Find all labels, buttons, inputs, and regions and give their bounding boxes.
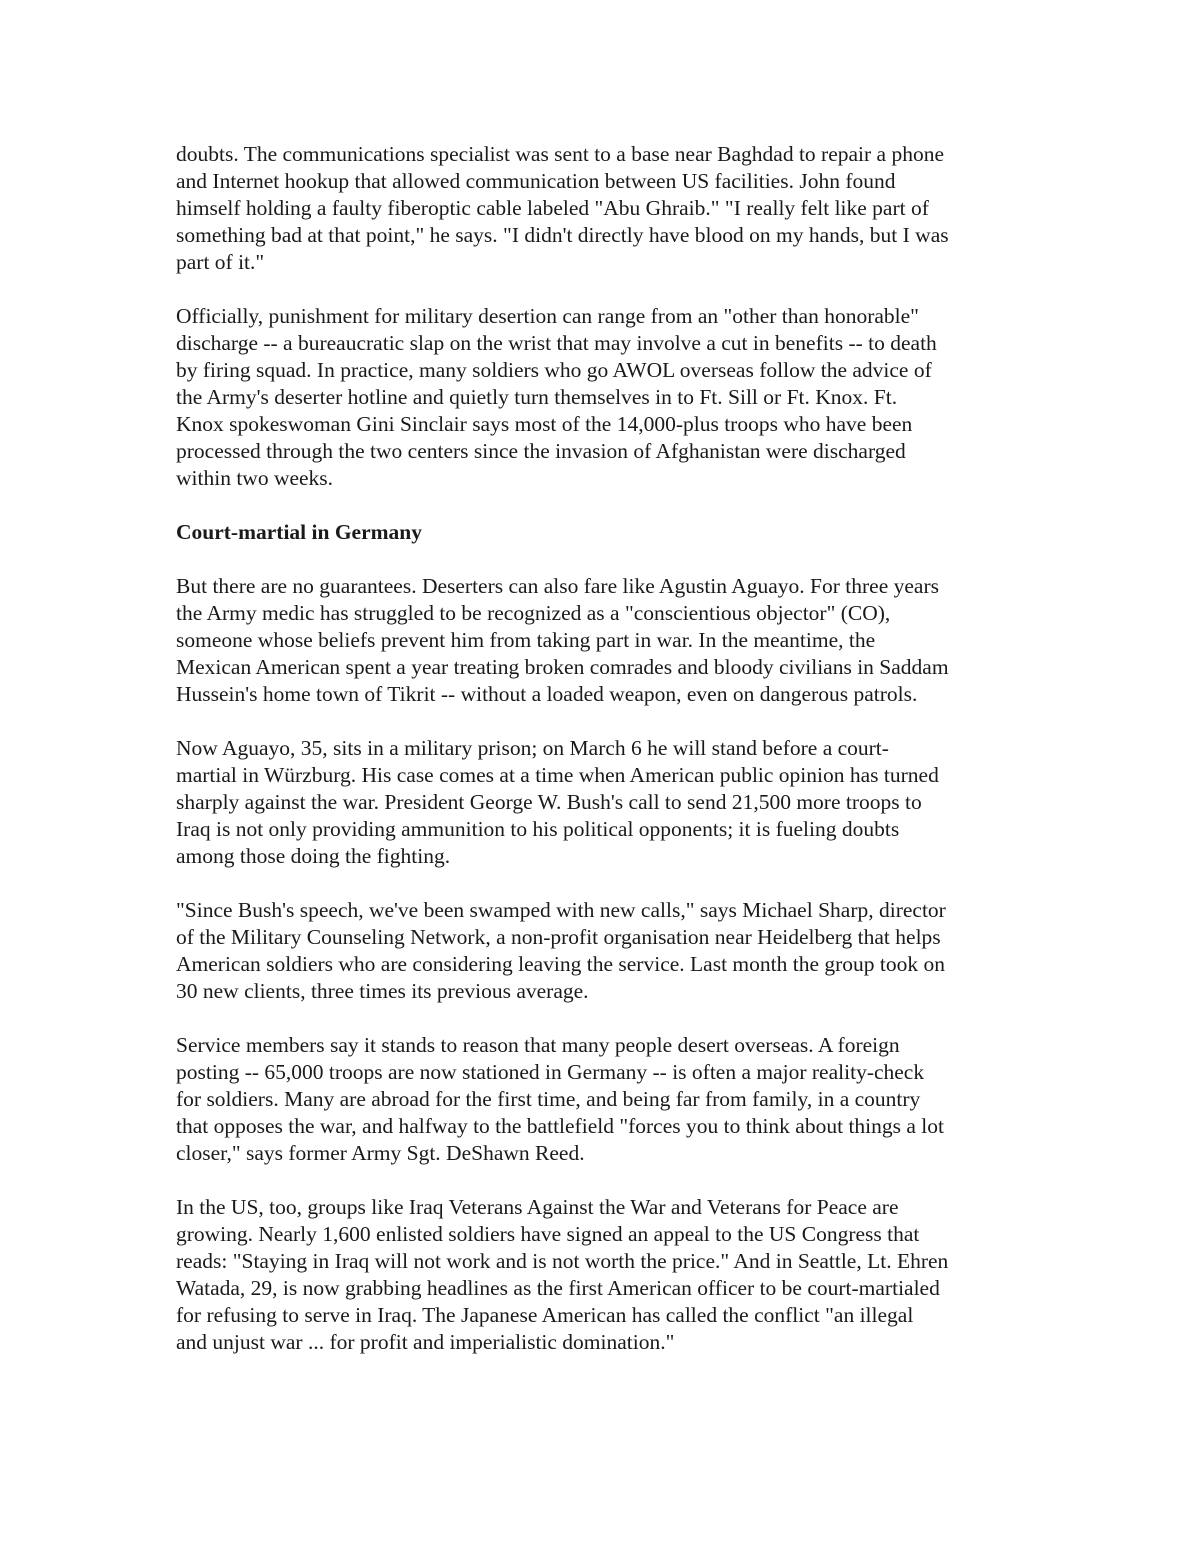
- text-line: American soldiers who are considering leaving the service. Last month the group took on: [176, 952, 946, 976]
- text-line: doubts. The communications specialist was sent to a base near Baghdad to repair a phone: [176, 142, 945, 166]
- text-line: martial in Würzburg. His case comes at a time when American public opinion has turned: [176, 763, 939, 787]
- text-line: himself holding a faulty fiberoptic cable labeled "Abu Ghraib." "I really felt like part of: [176, 196, 929, 220]
- text-line: of the Military Counseling Network, a non-profit organisation near Heidelberg that helps: [176, 925, 941, 949]
- text-line: processed through the two centers since the invasion of Afghanistan were discharged: [176, 439, 906, 463]
- text-line: within two weeks.: [176, 466, 334, 490]
- section-heading: Court-martial in Germany: [176, 520, 423, 544]
- text-line: that opposes the war, and halfway to the battlefield "forces you to think about things a lot: [176, 1114, 944, 1138]
- paragraph-court-martial: [176, 735, 1036, 870]
- paragraph-counseling-network: [176, 897, 1036, 1005]
- paragraph-us-groups: [176, 1194, 1036, 1356]
- text-line: the Army's deserter hotline and quietly turn themselves in to Ft. Sill or Ft. Knox. Ft.: [176, 385, 898, 409]
- text-line: something bad at that point," he says. "I didn't directly have blood on my hands, but I was: [176, 223, 949, 247]
- text-line: In the US, too, groups like Iraq Veterans Against the War and Veterans for Peace are: [176, 1195, 899, 1219]
- article-body: [176, 141, 1036, 1383]
- text-line: discharge -- a bureaucratic slap on the wrist that may involve a cut in benefits -- to death: [176, 331, 937, 355]
- text-line: 30 new clients, three times its previous average.: [176, 979, 589, 1003]
- text-line: Service members say it stands to reason that many people desert overseas. A foreign: [176, 1033, 900, 1057]
- text-line: for soldiers. Many are abroad for the first time, and being far from family, in a country: [176, 1087, 921, 1111]
- text-line: and Internet hookup that allowed communication between US facilities. John found: [176, 169, 896, 193]
- text-line: "Since Bush's speech, we've been swamped with new calls," says Michael Sharp, director: [176, 898, 946, 922]
- text-line: closer," says former Army Sgt. DeShawn Reed.: [176, 1141, 585, 1165]
- paragraph-desertion-punishment: [176, 303, 1036, 492]
- text-line: by firing squad. In practice, many soldiers who go AWOL overseas follow the advice of: [176, 358, 932, 382]
- text-line: and unjust war ... for profit and imperialistic domination.": [176, 1330, 675, 1354]
- text-line: part of it.": [176, 250, 265, 274]
- text-line: Now Aguayo, 35, sits in a military prison; on March 6 he will stand before a court-: [176, 736, 889, 760]
- text-line: for refusing to serve in Iraq. The Japanese American has called the conflict "an illegal: [176, 1303, 914, 1327]
- text-line: growing. Nearly 1,600 enlisted soldiers have signed an appeal to the US Congress that: [176, 1222, 920, 1246]
- paragraph-aguayo: [176, 573, 1036, 708]
- paragraph-overseas-desertion: [176, 1032, 1036, 1167]
- text-line: someone whose beliefs prevent him from taking part in war. In the meantime, the: [176, 628, 876, 652]
- text-line: Iraq is not only providing ammunition to his political opponents; it is fueling doubts: [176, 817, 900, 841]
- text-line: Knox spokeswoman Gini Sinclair says most of the 14,000-plus troops who have been: [176, 412, 913, 436]
- text-line: reads: "Staying in Iraq will not work and is not worth the price." And in Seattle, Lt. Ehren: [176, 1249, 949, 1273]
- text-line: Officially, punishment for military desertion can range from an "other than honorable": [176, 304, 919, 328]
- text-line: Watada, 29, is now grabbing headlines as the first American officer to be court-martialed: [176, 1276, 940, 1300]
- text-line: Hussein's home town of Tikrit -- without a loaded weapon, even on dangerous patrols.: [176, 682, 918, 706]
- paragraph-abu-ghraib: [176, 141, 1036, 276]
- text-line: the Army medic has struggled to be recognized as a "conscientious objector" (CO),: [176, 601, 891, 625]
- text-line: But there are no guarantees. Deserters can also fare like Agustin Aguayo. For three years: [176, 574, 939, 598]
- text-line: Mexican American spent a year treating broken comrades and bloody civilians in Saddam: [176, 655, 949, 679]
- text-line: posting -- 65,000 troops are now stationed in Germany -- is often a major reality-check: [176, 1060, 925, 1084]
- text-line: among those doing the fighting.: [176, 844, 451, 868]
- text-line: sharply against the war. President George W. Bush's call to send 21,500 more troops to: [176, 790, 922, 814]
